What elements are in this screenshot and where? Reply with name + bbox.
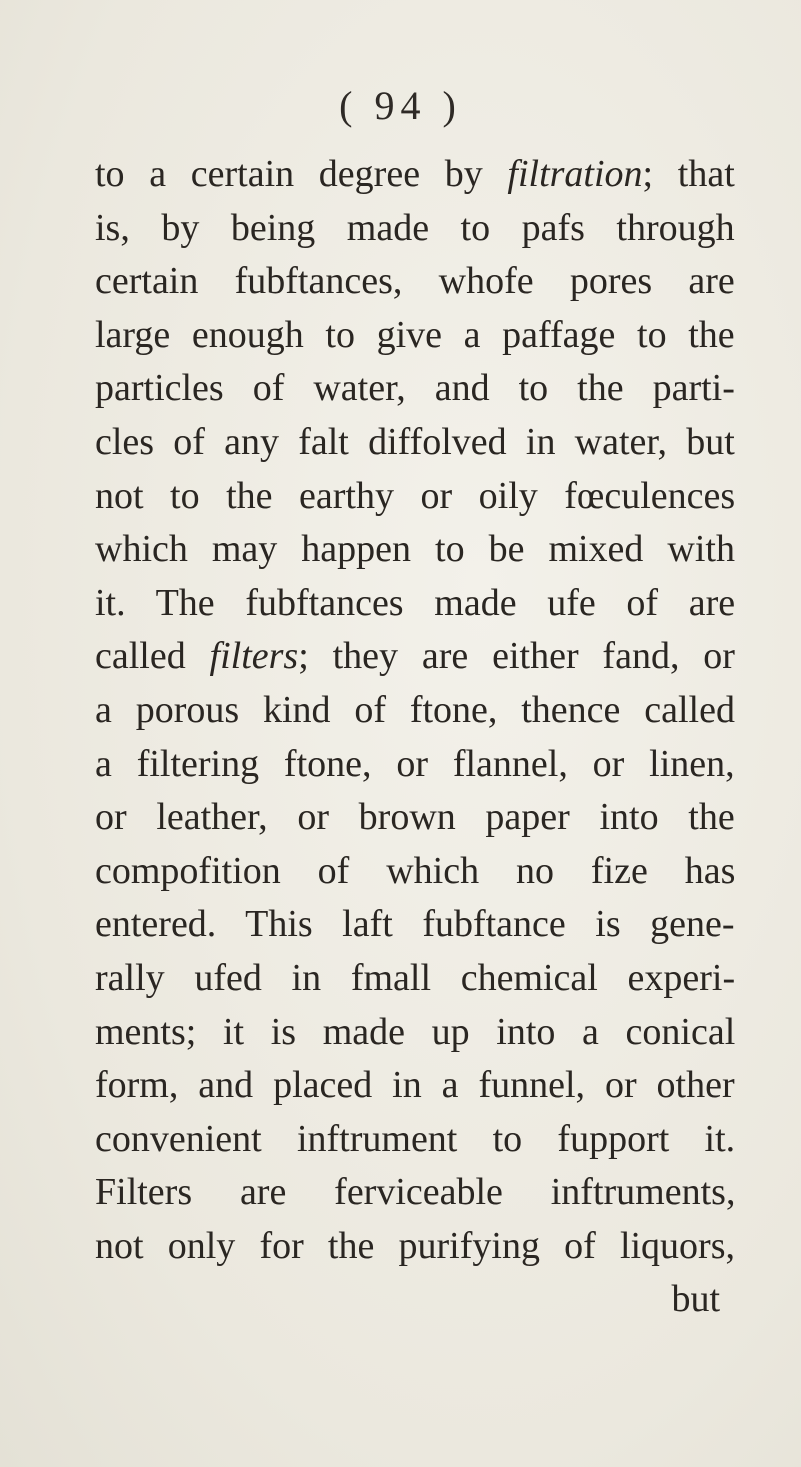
text-line: is, by being made to pafs through [95, 206, 735, 249]
text-line: convenient inftrument to fupport it. [95, 1117, 736, 1160]
page-number: ( 94 ) [339, 83, 462, 128]
text-line: Filters are ferviceable inftruments, [95, 1171, 736, 1214]
body-text [95, 148, 735, 1327]
text-line: rally ufed in fmall chemical experi- [95, 956, 736, 999]
text-line: not to the earthy or oily fœculences [95, 474, 736, 517]
text-line: or leather, or brown paper into the [95, 796, 735, 839]
text-line: not only for the purifying of liquors, [95, 1224, 736, 1267]
text-line: to a certain degree by filtration; that [95, 153, 735, 195]
text-line: cles of any falt diffolved in water, but [95, 420, 735, 463]
catchword: but [671, 1278, 720, 1321]
text-line: a porous kind of ftone, thence called [95, 688, 735, 731]
text-line: called filters; they are either fand, or [95, 635, 735, 678]
text-line: a filtering ftone, or flannel, or linen, [95, 742, 735, 785]
text-line: entered. This laft fubftance is gene- [95, 903, 735, 946]
text-line: which may happen to be mixed with [95, 528, 735, 571]
text-line: large enough to give a paffage to the [95, 313, 735, 356]
text-line: it. The fubftances made ufe of are [95, 581, 736, 624]
text-line: particles of water, and to the parti- [95, 367, 735, 410]
text-line: form, and placed in a funnel, or other [95, 1064, 735, 1107]
text-line: ments; it is made up into a conical [95, 1010, 736, 1053]
text-line: certain fubftances, whofe pores are [95, 260, 735, 303]
text-line: compofition of which no fize has [95, 849, 736, 892]
